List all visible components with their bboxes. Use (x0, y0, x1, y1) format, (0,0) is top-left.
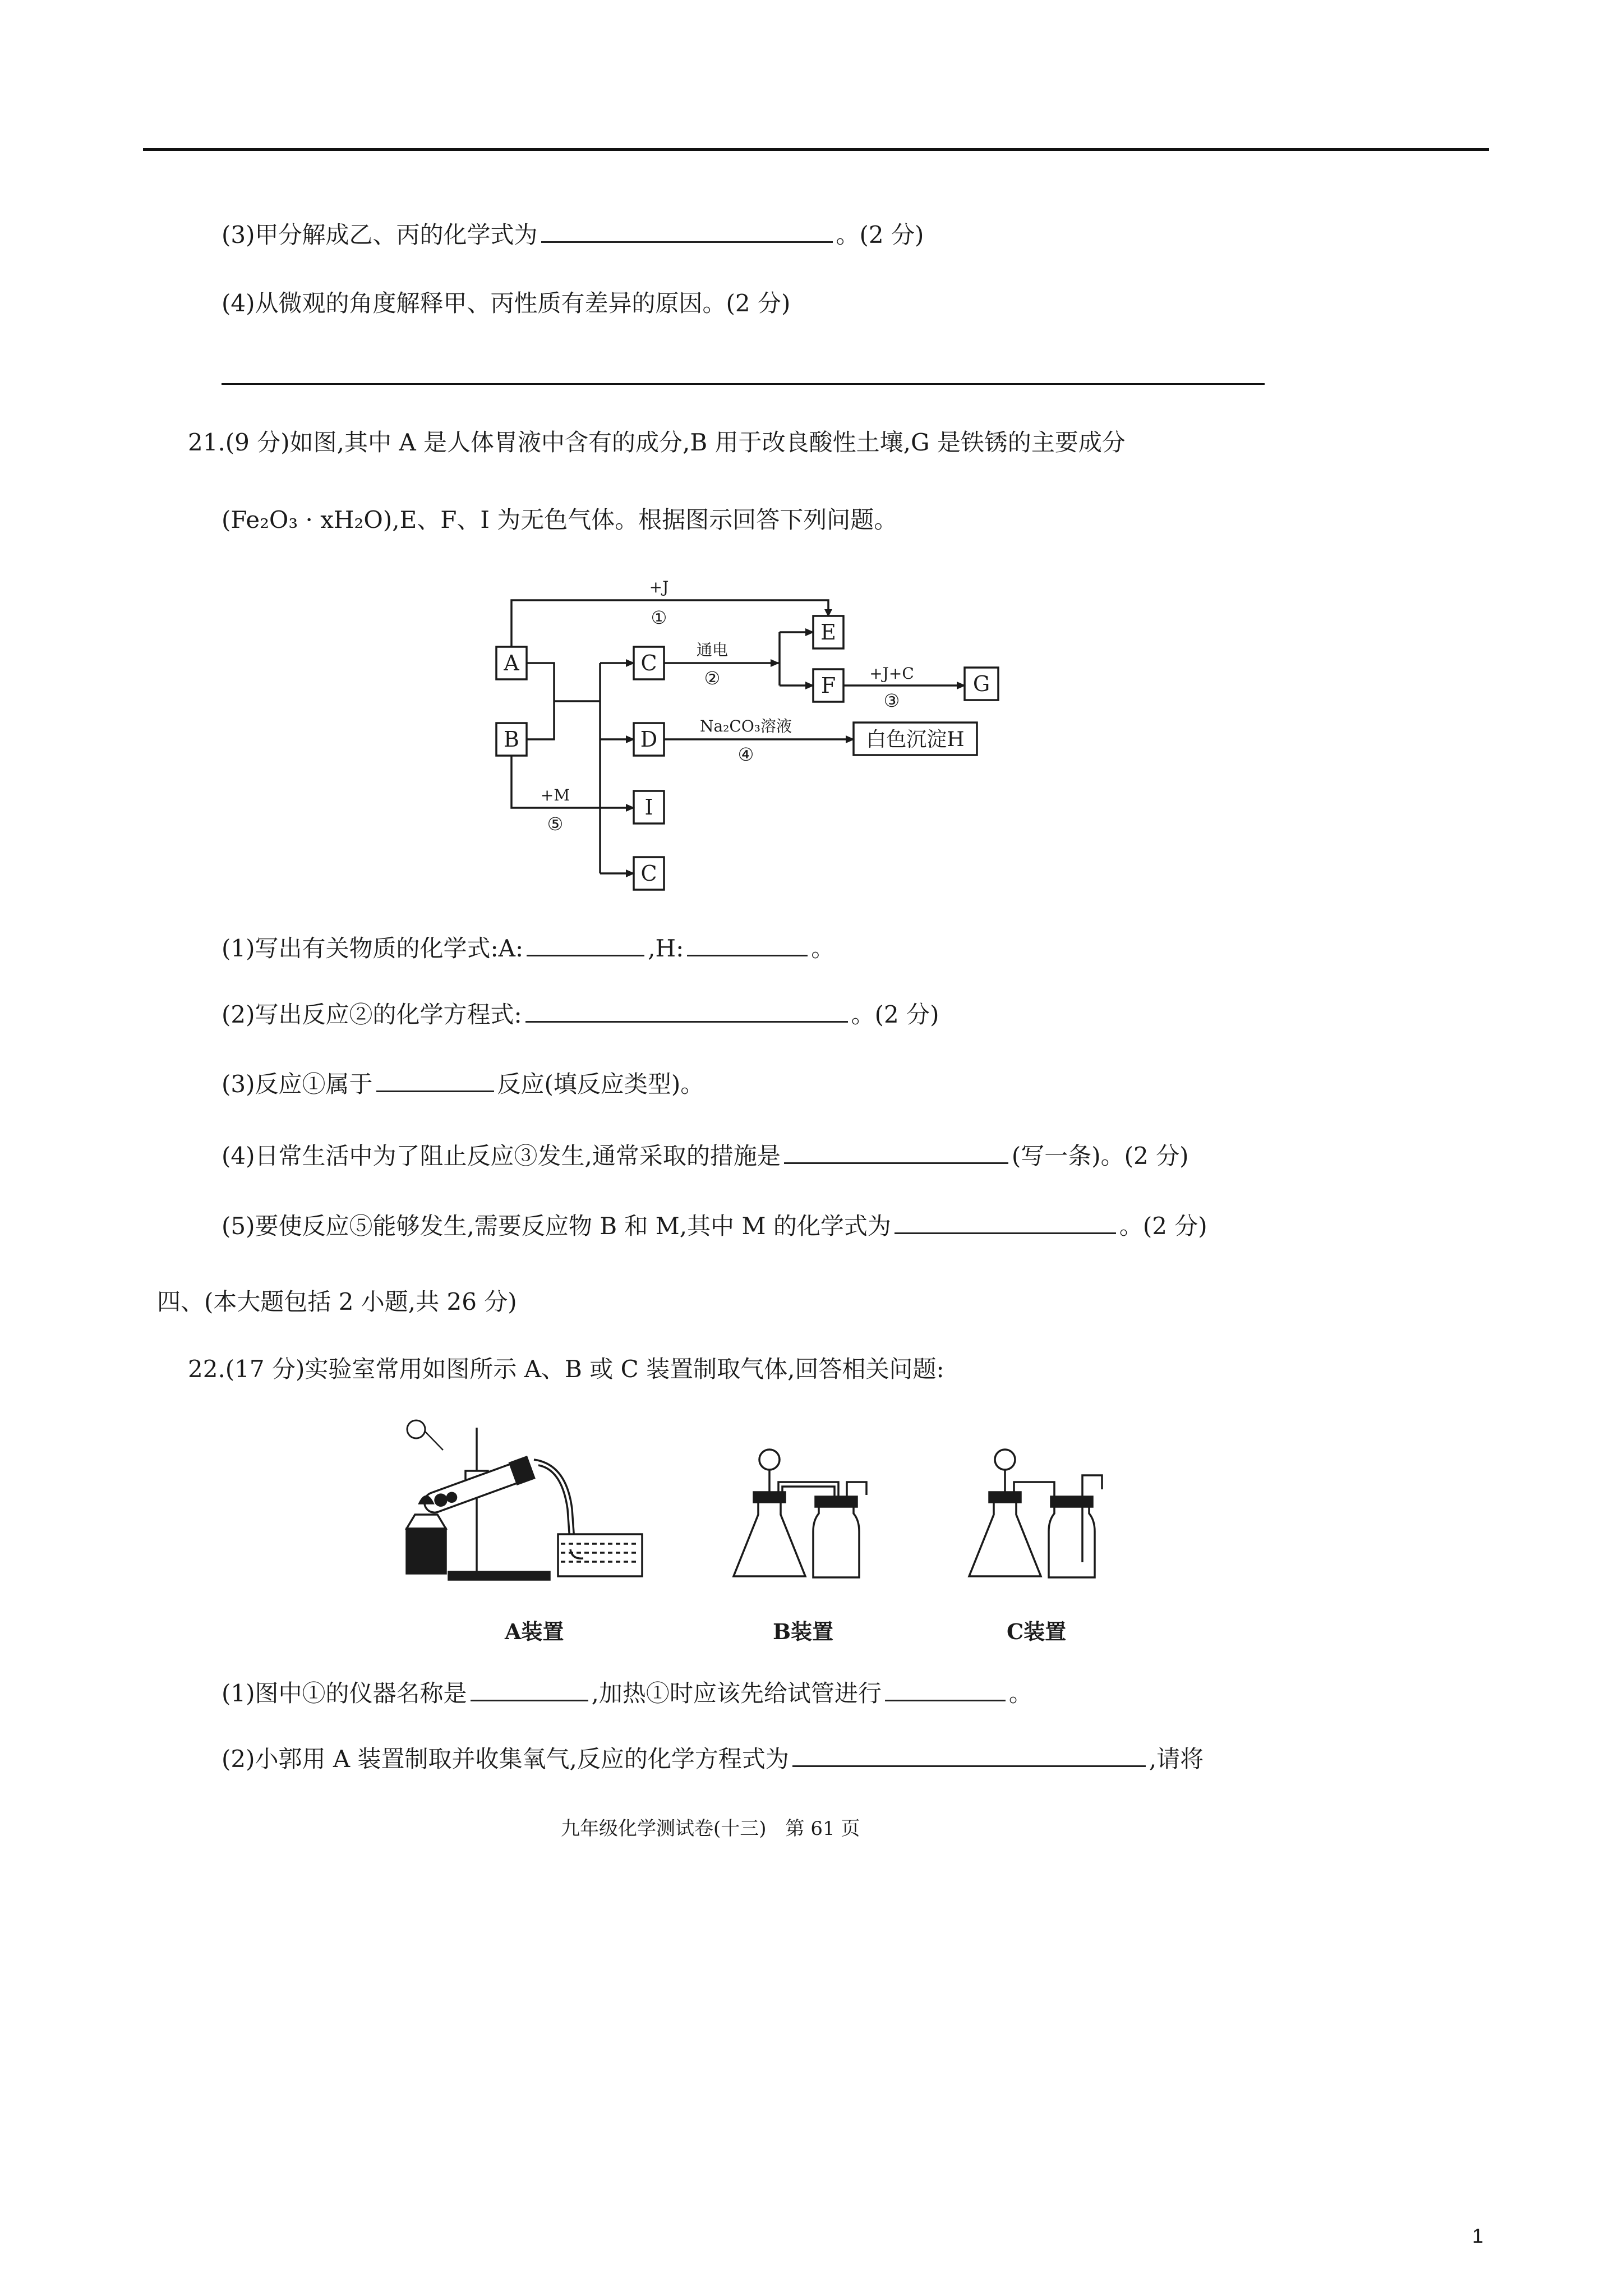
r1-reagent: +J (649, 578, 669, 596)
q21-part5-text: (5)要使反应⑤能够发生,需要反应物 B 和 M,其中 M 的化学式为 (222, 1212, 891, 1240)
q21-intro-line2: (Fe₂O₃ · xH₂O),E、F、I 为无色气体。根据图示回答下列问题。 (222, 506, 898, 533)
q22-part2-text: (2)小郭用 A 装置制取并收集氧气,反应的化学方程式为 (222, 1745, 789, 1773)
q21-part1 (222, 937, 834, 960)
q21-part3 (222, 1070, 704, 1098)
q22-part1-blank-name[interactable] (471, 1683, 588, 1701)
r3-number: ③ (883, 690, 900, 711)
q21-part1-text: (1)写出有关物质的化学式:A: (222, 935, 524, 962)
q21-flow-diagram (482, 567, 1021, 909)
r5-number: ⑤ (547, 813, 564, 835)
q21-part5 (222, 1214, 1207, 1238)
box-d-label: D (640, 727, 658, 752)
q21-part5-blank[interactable] (895, 1216, 1116, 1234)
page-footer: 九年级化学测试卷(十三) 第 61 页 (561, 1818, 860, 1840)
q21-part2-text: (2)写出反应②的化学方程式: (222, 1001, 522, 1028)
q20-part3-blank[interactable] (541, 224, 833, 243)
q21-part1-blank-a[interactable] (527, 938, 644, 956)
box-f-label: F (820, 673, 836, 698)
q21-part4-suffix: (写一条)。(2 分) (1011, 1142, 1189, 1170)
q21-part1-mid: ,H: (648, 935, 684, 962)
q21-part1-end: 。 (811, 935, 835, 962)
header-rule (143, 148, 1489, 151)
apparatus-c-illustration (965, 1447, 1110, 1588)
box-a-label: A (504, 651, 519, 675)
q21-part3-text: (3)反应①属于 (222, 1070, 373, 1098)
box-c2-label: C (640, 861, 657, 886)
r1-number: ① (651, 607, 667, 628)
q20-part4: (4)从微观的角度解释甲、丙性质有差异的原因。(2 分) (222, 289, 791, 317)
q21-part4-blank[interactable] (784, 1145, 1008, 1164)
box-i-label: I (644, 795, 653, 820)
page-number: 1 (1472, 2224, 1484, 2247)
arrow-a-to-e (511, 600, 828, 647)
r4-number: ④ (737, 744, 754, 765)
q21-intro-line1: 21.(9 分)如图,其中 A 是人体胃液中含有的成分,B 用于改良酸性土壤,G 是铁锈的主要成分 (188, 429, 1126, 456)
box-e-label: E (820, 620, 836, 645)
q21-part4-text: (4)日常生活中为了阻止反应③发生,通常采取的措施是 (222, 1142, 781, 1170)
r3-reagent: +J+C (869, 664, 914, 683)
q21-part2 (222, 1003, 939, 1027)
q20-part4-answer-line[interactable] (222, 383, 1265, 385)
q21-part2-blank[interactable] (525, 1004, 848, 1023)
caption-apparatus-a: A装置 (505, 1619, 564, 1644)
r4-reagent: Na₂CO₃溶液 (699, 717, 792, 735)
box-h-label: 白色沉淀H (866, 728, 965, 751)
q22-part1 (222, 1682, 1032, 1705)
r5-reagent: +M (540, 786, 570, 804)
apparatus-a-illustration (404, 1419, 645, 1588)
q21-part3-blank[interactable] (376, 1074, 494, 1092)
r2-number: ② (704, 668, 721, 689)
q22-intro: 22.(17 分)实验室常用如图所示 A、B 或 C 装置制取气体,回答相关问题: (188, 1355, 944, 1383)
q22-part2-suffix: ,请将 (1149, 1745, 1204, 1773)
q22-part2 (222, 1747, 1204, 1771)
r2-reagent: 通电 (696, 641, 728, 659)
box-g-label: G (972, 671, 990, 696)
q21-part4 (222, 1144, 1188, 1168)
q20-part3-suffix: 。(2 分) (836, 221, 924, 249)
q22-part2-blank[interactable] (792, 1749, 1146, 1767)
box-c1-label: C (640, 651, 657, 675)
q22-part1-blank-heat[interactable] (885, 1683, 1006, 1701)
section4-heading: 四、(本大题包括 2 小题,共 26 分) (157, 1288, 517, 1315)
q21-part3-suffix: 反应(填反应类型)。 (497, 1070, 704, 1098)
q20-part3 (222, 223, 924, 247)
caption-apparatus-b: B装置 (773, 1619, 834, 1644)
q21-part2-suffix: 。(2 分) (851, 1001, 939, 1028)
box-b-label: B (504, 727, 519, 752)
caption-apparatus-c: C装置 (1007, 1619, 1067, 1644)
q22-part1-mid: ,加热①时应该先给试管进行 (591, 1680, 882, 1707)
apparatus-b-illustration (729, 1447, 875, 1588)
q21-part1-blank-h[interactable] (687, 938, 808, 956)
q20-part3-text: (3)甲分解成乙、丙的化学式为 (222, 221, 538, 249)
q21-part5-suffix: 。(2 分) (1119, 1212, 1207, 1240)
q22-part1-end: 。 (1008, 1680, 1032, 1707)
q22-part1-text: (1)图中①的仪器名称是 (222, 1680, 467, 1707)
